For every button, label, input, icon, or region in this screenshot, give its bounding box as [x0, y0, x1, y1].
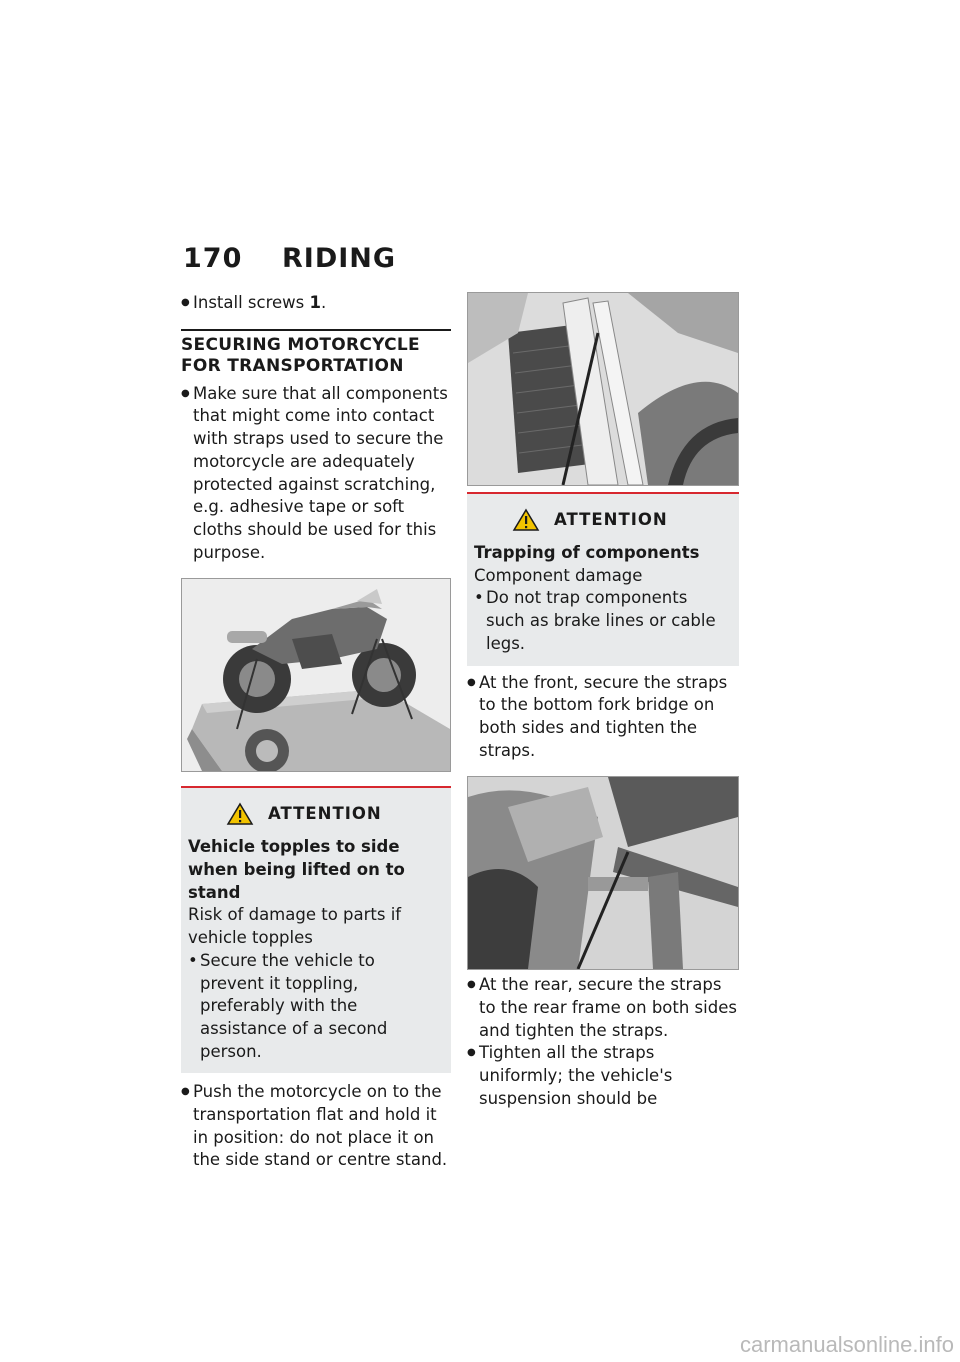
- heading-line-2: FOR TRANSPORTATION: [181, 355, 404, 376]
- section-title: RIDING: [282, 243, 397, 274]
- attention-measure: • Do not trap components such as brake lines or cable legs.: [474, 587, 731, 655]
- instruction-text: ● Make sure that all components that might come into contact with straps used to secure the motorcycle are adequately protected against scratching, e.g. adhesive tape or soft cloths should be used for this purpose.: [193, 383, 448, 562]
- motorcycle-on-trailer-figure: [181, 578, 451, 772]
- front-fork-strap-figure: [467, 292, 739, 486]
- attention-hazard: Trapping of components: [474, 543, 700, 562]
- list-item: [467, 1042, 739, 1110]
- attention-box: [181, 786, 451, 1073]
- list-item: [181, 1081, 451, 1172]
- left-column: [181, 292, 451, 1172]
- instruction-text: ● At the front, secure the straps to the bottom fork bridge on both sides and tighten the straps.: [479, 672, 728, 760]
- attention-hazard: Vehicle topples to side when being lifted on to stand: [188, 837, 405, 902]
- attention-header: [226, 802, 443, 826]
- heading-line-1: SECURING MOTORCYCLE: [181, 334, 420, 355]
- page-number: 170: [183, 243, 243, 274]
- instruction-text: ● Tighten all the straps uniformly; the vehicle's suspension should be: [479, 1043, 673, 1108]
- section-divider: [181, 329, 451, 331]
- attention-box: [467, 492, 739, 666]
- list-item: [467, 672, 739, 763]
- watermark: carmanualsonline.info: [739, 1332, 954, 1357]
- attention-header: [512, 508, 731, 532]
- list-item: [181, 383, 451, 565]
- warning-triangle-icon: [226, 802, 254, 826]
- instruction-text: Install screws: [193, 293, 305, 312]
- attention-consequence: Component damage: [474, 565, 643, 585]
- right-column: [467, 292, 739, 1111]
- section-heading: [181, 335, 451, 377]
- attention-consequence: Risk of damage to parts if vehicle topples: [188, 905, 402, 948]
- list-item: [467, 974, 739, 1042]
- screw-reference: 1: [309, 293, 321, 312]
- instruction-text: ● Push the motorcycle on to the transportation flat and hold it in position: do not place it on the side stand or centre stand.: [193, 1082, 448, 1170]
- instruction-end: .: [320, 293, 327, 312]
- instruction-text: ● At the rear, secure the straps to the rear frame on both sides and tighten the straps.: [479, 975, 737, 1040]
- attention-title: ATTENTION: [554, 509, 668, 529]
- attention-measure: • Secure the vehicle to prevent it toppling, preferably with the assistance of a second person.: [188, 950, 443, 1064]
- warning-triangle-icon: [512, 508, 540, 532]
- attention-title: ATTENTION: [268, 803, 382, 823]
- rear-frame-strap-figure: [467, 776, 739, 970]
- list-item: [181, 292, 451, 315]
